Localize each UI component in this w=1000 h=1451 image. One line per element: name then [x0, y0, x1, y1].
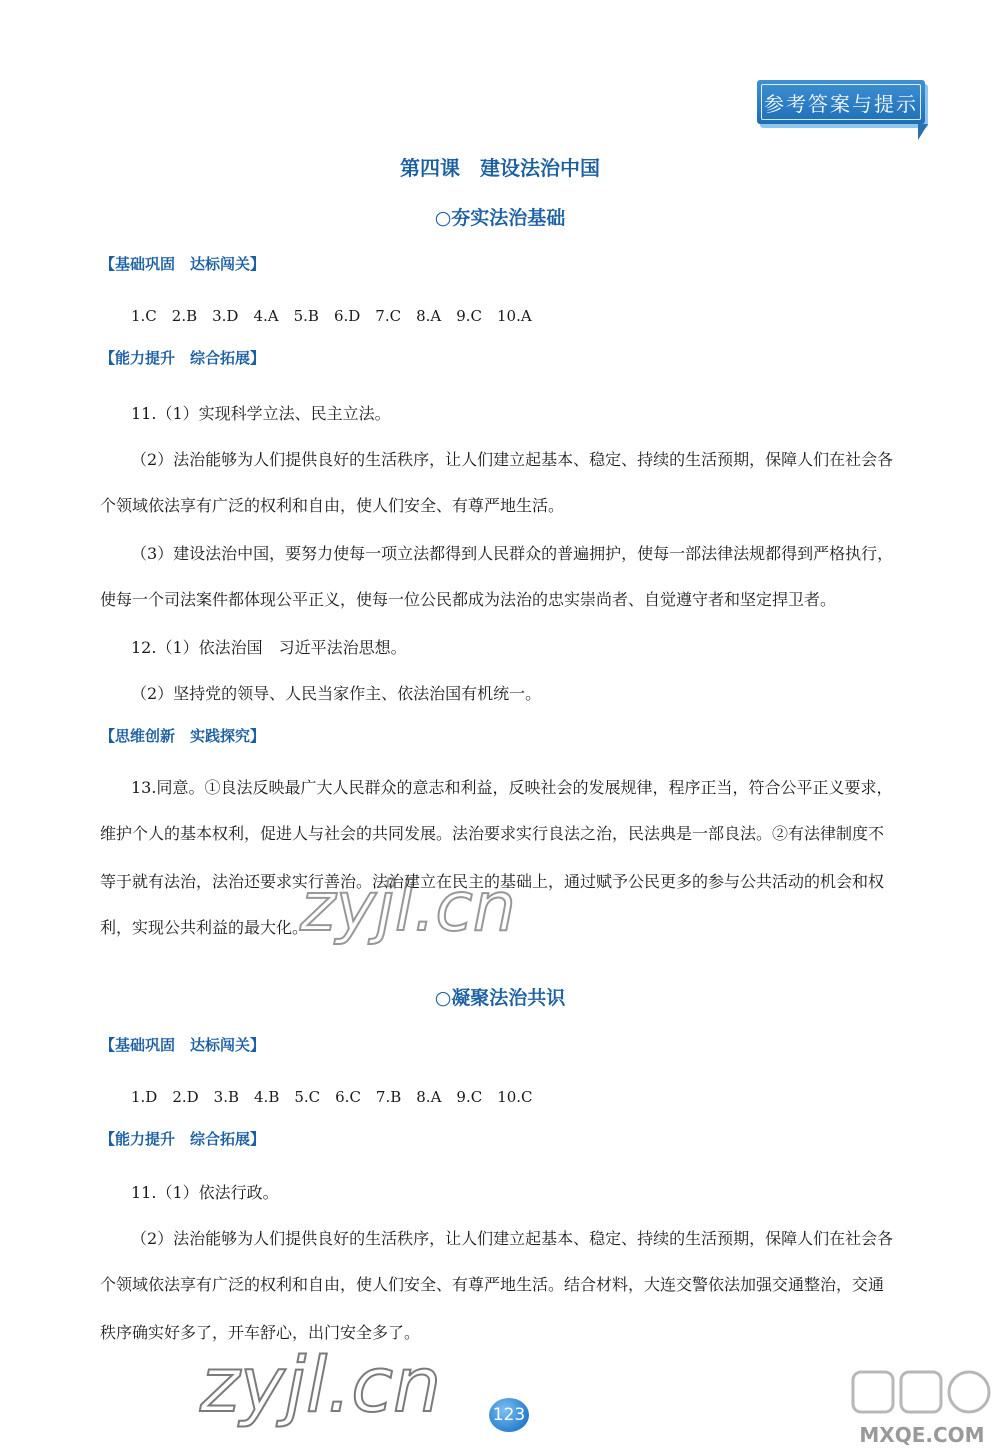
section-1-q12-part1: 12.（1）依法治国 习近平法治思想。	[131, 638, 407, 657]
section-1-q12-part2: （2）坚持党的领导、人民当家作主、依法治国有机统一。	[131, 684, 542, 703]
section-2-tag-ability: 【能力提升 综合拓展】	[100, 1130, 266, 1148]
badge-ribbon-tail	[918, 124, 928, 140]
section-2-tag-basic: 【基础巩固 达标闯关】	[100, 1036, 266, 1054]
section-1-q13-line1: 13.同意。①良法反映最广大人民群众的意志和利益，反映社会的发展规律，程序正当，符合公平正义要求，	[131, 778, 893, 797]
answer-key-badge-label: 参考答案与提示	[761, 84, 921, 120]
section-title-1: ○夯实法治基础	[434, 207, 566, 229]
section-1-q13-line2: 维护个人的基本权利，促进人与社会的共同发展。法治要求实行良法之治，民法典是一部良法。②有法律制度不	[100, 824, 885, 843]
section-1-q11-part3-line2: 使每一个司法案件都体现公平正义，使每一位公民都成为法治的忠实崇尚者、自觉遵守者和坚定捍卫者。	[100, 590, 837, 609]
answer-key-badge	[757, 80, 925, 124]
section-1-q11-part2-line1: （2）法治能够为人们提供良好的生活秩序，让人们建立起基本、稳定、持续的生活预期，保障人们在社会各	[131, 450, 894, 469]
section-1-tag-ability: 【能力提升 综合拓展】	[100, 349, 266, 367]
section-2-q11-part2-line1: （2）法治能够为人们提供良好的生活秩序，让人们建立起基本、稳定、持续的生活预期，保障人们在社会各	[131, 1229, 894, 1248]
svg-text:MXQE.COM: MXQE.COM	[859, 1423, 985, 1447]
section-2-choice-answers: 1.D 2.D 3.B 4.B 5.C 6.C 7.B 8.A 9.C 10.C	[131, 1088, 533, 1106]
section-1-tag-innovation: 【思维创新 实践探究】	[100, 727, 266, 745]
site-watermark-middle: zyjl.cn	[300, 868, 516, 947]
section-1-q13-line3: 等于就有法治，法治还要求实行善治。法治建立在民主的基础上，通过赋予公民更多的参与公共活动的机会和权	[100, 872, 885, 891]
section-title-2: ○凝聚法治共识	[434, 987, 566, 1009]
page-number: 123	[489, 1398, 529, 1432]
section-2-q11-part2-line2: 个领域依法享有广泛的权利和自由，使人们安全、有尊严地生活。结合材料，大连交警依法加强交通整治，交通	[100, 1275, 885, 1294]
section-1-q11-part1: 11.（1）实现科学立法、民主立法。	[131, 404, 391, 423]
section-2-q11-part2-line3: 秩序确实好多了，开车舒心，出门安全多了。	[100, 1323, 421, 1342]
section-1-q11-part2-line2: 个领域依法享有广泛的权利和自由，使人们安全、有尊严地生活。	[100, 496, 565, 515]
answer-circle-logo-watermark	[847, 1364, 997, 1449]
site-watermark-bottom: zyjl.cn	[200, 1340, 442, 1429]
section-1-choice-answers: 1.C 2.B 3.D 4.A 5.B 6.D 7.C 8.A 9.C 10.A	[131, 307, 532, 325]
section-1-tag-basic: 【基础巩固 达标闯关】	[100, 255, 266, 273]
section-1-q11-part3-line1: （3）建设法治中国，要努力使每一项立法都得到人民群众的普遍拥护，使每一部法律法规都得到严格执行，	[131, 544, 894, 563]
lesson-title: 第四课 建设法治中国	[400, 156, 600, 180]
section-1-q13-line4: 利，实现公共利益的最大化。	[100, 918, 309, 937]
section-2-q11-part1: 11.（1）依法行政。	[131, 1183, 279, 1202]
